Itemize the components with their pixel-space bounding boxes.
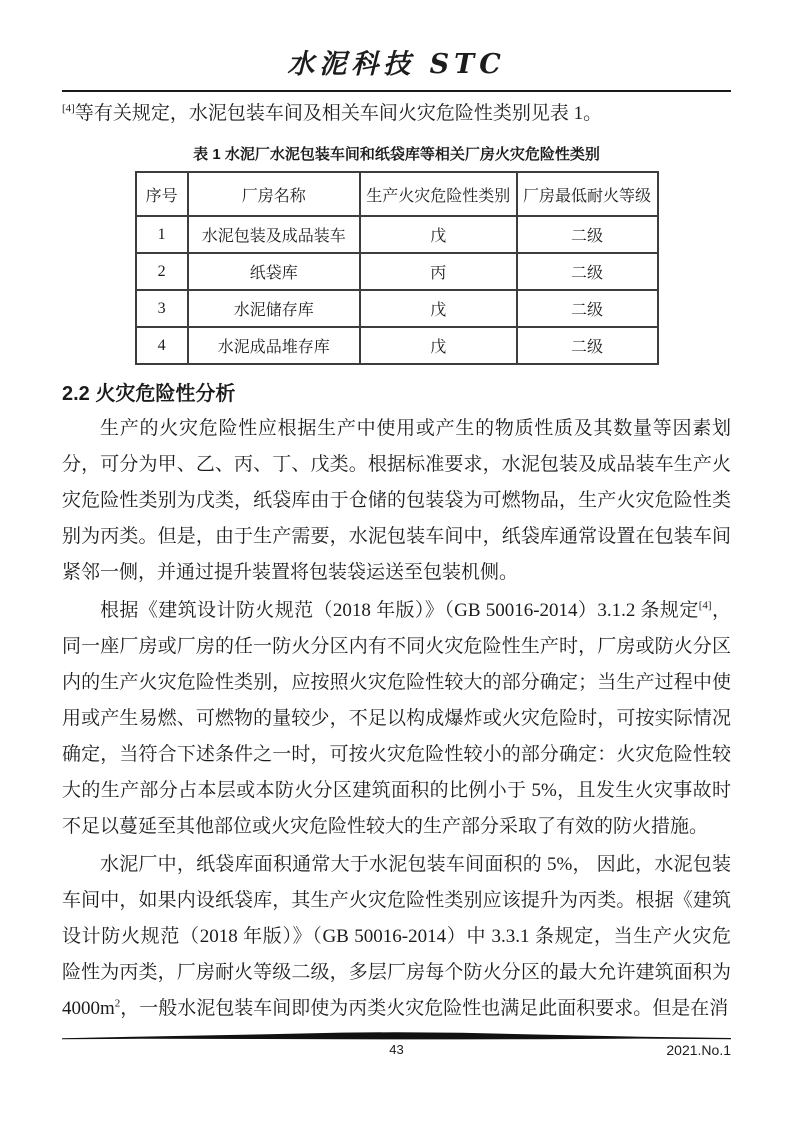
header-rule [62, 90, 731, 92]
journal-title: 水泥科技 STC [287, 49, 506, 80]
squared-superscript: 2 [114, 997, 121, 1010]
body-paragraph-1: 生产的火灾危险性应根据生产中使用或产生的物质性质及其数量等因素划分，可分为甲、乙、丙、丁、戊类。根据标准要求，水泥包装及成品装车生产火灾危险性类别为戊类，纸袋库由于仓储的包装袋为可燃物品，生产火灾危险性类别为丙类。但是，由于生产需要，水泥包装车间中，纸袋库通常设置在包装车间紧邻一侧，并通过提升装置将包装袋运送至包装机侧。 [62, 418, 731, 583]
table-cell: 戊 [360, 327, 517, 364]
paragraph-text: ，一般水泥包装车间即使为丙类火灾危险性也满足此面积要求。但是在消 [120, 998, 729, 1019]
table-cell: 二级 [517, 327, 658, 364]
footer-row [62, 1042, 731, 1060]
paragraph-text: 根据《建筑设计防火规范（2018 年版）》（GB 50016-2014）3.1.2 条规定 [100, 600, 699, 621]
table-cell: 二级 [517, 253, 658, 290]
table-cell: 水泥储存库 [188, 290, 360, 327]
intro-paragraph [62, 97, 731, 130]
table-header-cell: 生产火灾危险性类别 [360, 172, 517, 216]
table-cell: 二级 [517, 216, 658, 253]
table-header-cell: 厂房最低耐火等级 [517, 172, 658, 216]
citation-superscript: [4] [698, 599, 712, 612]
page-content [62, 0, 731, 1027]
table-row [136, 253, 658, 290]
table-cell: 纸袋库 [188, 253, 360, 290]
paragraph-text: 水泥厂中，纸袋库面积通常大于水泥包装车间面积的 5%， 因此，水泥包装车间中，如果内设纸袋库，其生产火灾危险性类别应该提升为丙类。根据《建筑设计防火规范（2018 年版）》（GB 50016-2014）中 3.3.1 条规定，当生产火灾危险性为丙类，厂房耐火等级二级，多层厂房每个防火分区的最大允许建筑面积为4000m [62, 854, 731, 1019]
table-row [136, 290, 658, 327]
section-heading: 2.2 火灾危险性分析 [62, 383, 236, 405]
table-cell: 丙 [360, 253, 517, 290]
page-footer [62, 1031, 731, 1060]
body-paragraph-2 [62, 593, 731, 845]
table-cell: 水泥包装及成品装车 [188, 216, 360, 253]
table-header-row [136, 172, 658, 216]
page-number: 43 [389, 1042, 404, 1057]
footer-rule [62, 1031, 731, 1040]
fire-hazard-table [135, 171, 659, 365]
table-cell: 2 [136, 253, 188, 290]
table-row [136, 216, 658, 253]
table-header-cell: 序号 [136, 172, 188, 216]
table-cell: 4 [136, 327, 188, 364]
paragraph-text: ，同一座厂房或厂房的任一防火分区内有不同火灾危险性生产时，厂房或防火分区内的生产火灾危险性类别，应按照火灾危险性较大的部分确定；当生产过程中使用或产生易燃、可燃物的量较少，不足以构成爆炸或火灾危险时，可按实际情况确定，当符合下述条件之一时，可按火灾危险性较小的部分确定：火灾危险性较大的生产部分占本层或本防火分区建筑面积的比例小于 5%，且发生火灾事故时不足以蔓延至其他部位或火灾危险性较大的生产部分采取了有效的防火措施。 [62, 600, 731, 837]
table-caption: 表 1 水泥厂水泥包装车间和纸袋库等相关厂房火灾危险性类别 [193, 146, 600, 163]
table-cell: 戊 [360, 290, 517, 327]
table-cell: 3 [136, 290, 188, 327]
issue-label: 2021.No.1 [666, 1042, 731, 1058]
citation-superscript: [4] [62, 102, 75, 115]
table-row [136, 327, 658, 364]
table-cell: 二级 [517, 290, 658, 327]
intro-text: 等有关规定，水泥包装车间及相关车间火灾危险性类别见表 1。 [74, 103, 603, 124]
body-paragraph-3 [62, 847, 731, 1027]
table-cell: 1 [136, 216, 188, 253]
table-cell: 水泥成品堆存库 [188, 327, 360, 364]
table-cell: 戊 [360, 216, 517, 253]
table-header-cell: 厂房名称 [188, 172, 360, 216]
